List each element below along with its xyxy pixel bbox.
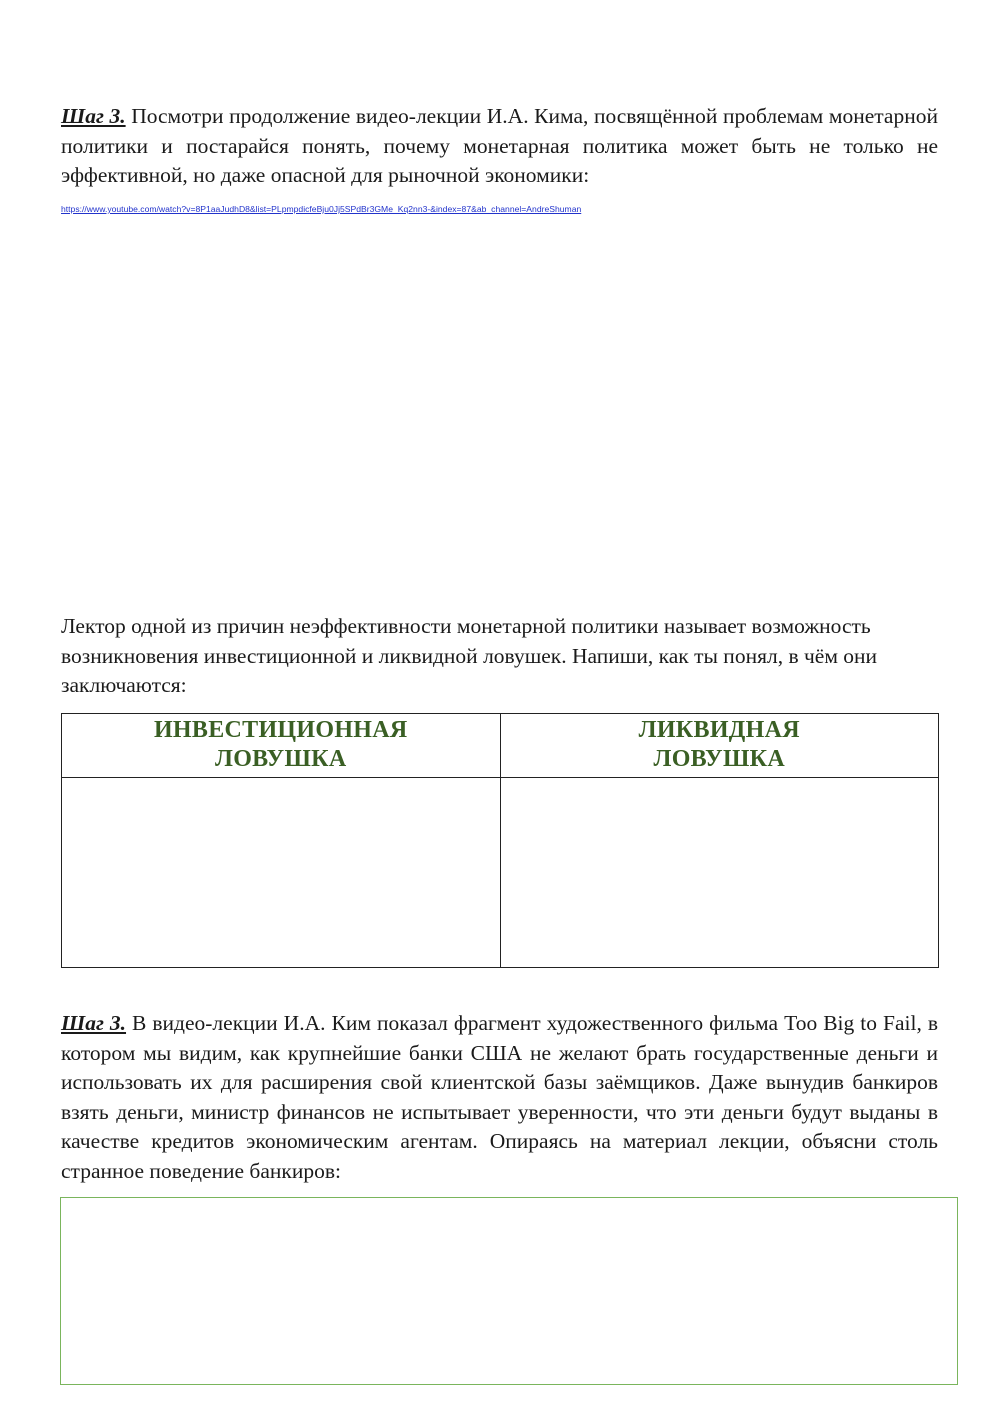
liquidity-trap-header-line1: ЛИКВИДНАЯ xyxy=(638,717,800,743)
investment-trap-header-line2: ЛОВУШКА xyxy=(215,746,347,772)
investment-trap-header-line1: ИНВЕСТИЦИОННАЯ xyxy=(153,717,408,743)
step-3-instruction xyxy=(61,102,938,191)
step-label: Шаг 3. xyxy=(61,1011,127,1035)
liquidity-trap-answer-cell[interactable] xyxy=(500,778,939,968)
traps-question: Лектор одной из причин неэффективности монетарной политики называет возможность возникновения инвестиционной и ликвидной ловушек. Напиши, как ты понял, в чём они заключаются: xyxy=(61,614,878,697)
table-answer-row xyxy=(62,778,939,968)
step-3-bankers-question xyxy=(61,1009,938,1186)
liquidity-trap-header xyxy=(500,714,939,778)
step-label: Шаг 3. xyxy=(61,104,126,128)
video-lecture-link[interactable]: https://www.youtube.com/watch?v=8P1aaJudhD8&list=PLpmpdicfeBju0Jj5SPdBr3GMe_Kq2nn3-&index=87&ab_channel=AndreShuman xyxy=(61,204,582,214)
liquidity-trap-header-line2: ЛОВУШКА xyxy=(653,746,785,772)
step-3-instruction-text: Посмотри продолжение видео-лекции И.А. Кима, посвящённой проблемам монетарной политики и постарайся понять, почему монетарная политика может быть не только не эффективной, но даже опасной для рыночной экономики: xyxy=(61,104,938,187)
traps-answer-table xyxy=(61,713,939,968)
step-3-bankers-question-text: В видео-лекции И.А. Ким показал фрагмент художественного фильма Too Big to Fail, в котором мы видим, как крупнейшие банки США не желают брать государственные деньги и использовать их для расширения свой клиентской базы заёмщиков. Даже вынудив банкиров взять деньги, министр финансов не испытывает уверенности, что эти деньги будут выданы в качестве кредитов экономическим агентам. Опираясь на материал лекции, объясни столь странное поведение банкиров: xyxy=(61,1011,938,1183)
investment-trap-header xyxy=(62,714,501,778)
bankers-answer-box[interactable] xyxy=(60,1197,958,1385)
investment-trap-answer-cell[interactable] xyxy=(62,778,501,968)
table-header-row xyxy=(62,714,939,778)
